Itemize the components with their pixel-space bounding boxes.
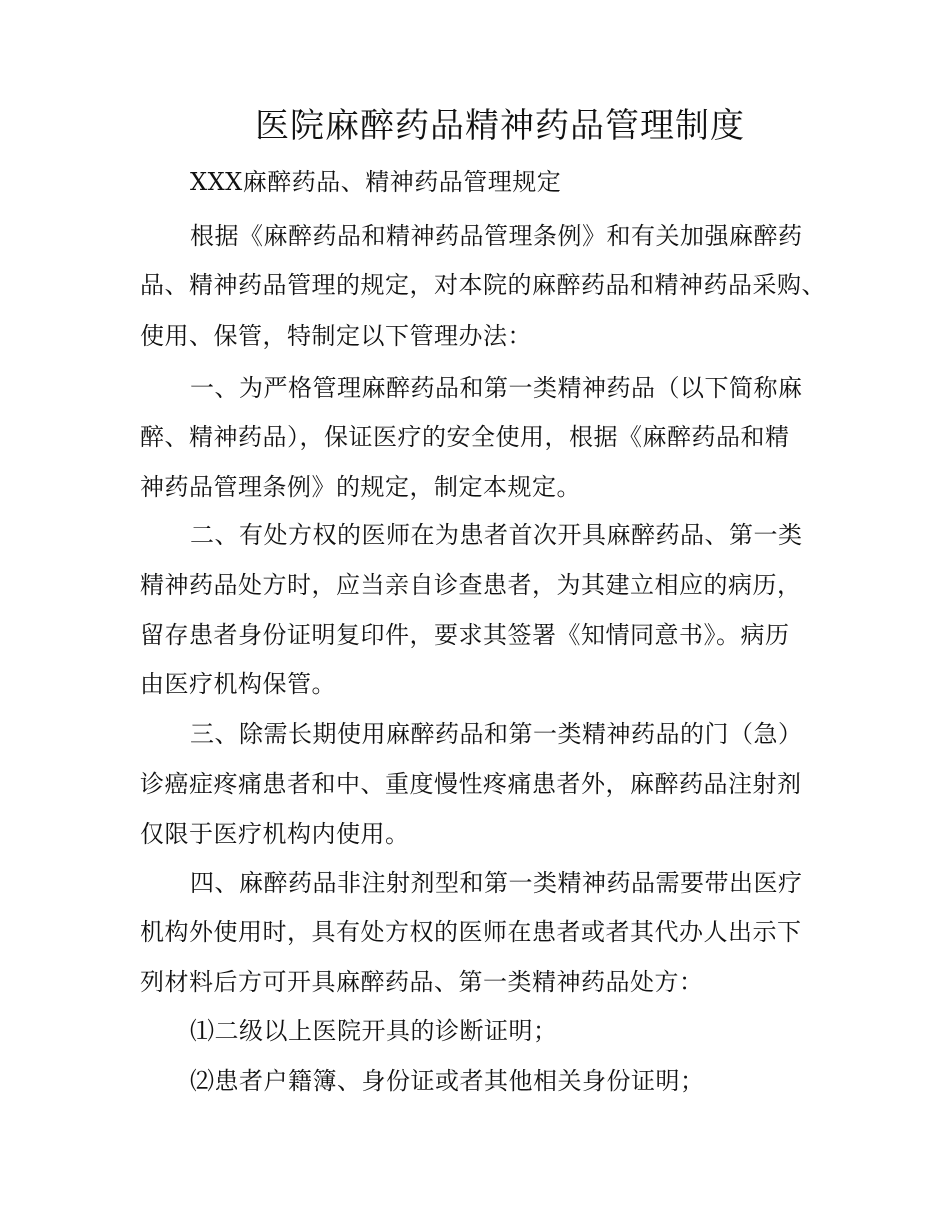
paragraph-line: 醉、精神药品），保证医疗的安全使用，根据《麻醉药品和精 (140, 423, 790, 451)
document-title: 医院麻醉药品精神药品管理制度 (255, 106, 745, 146)
paragraph-line: 列材料后方可开具麻醉药品、第一类精神药品处方： (140, 968, 704, 996)
paragraph-line: 品、精神药品管理的规定，对本院的麻醉药品和精神药品采购、 (140, 271, 826, 299)
list-item: ⑴二级以上医院开具的诊断证明； (190, 1017, 558, 1045)
paragraph-line: 神药品管理条例》的规定，制定本规定。 (140, 473, 581, 501)
paragraph-line: 仅限于医疗机构内使用。 (140, 820, 410, 848)
paragraph-line: 留存患者身份证明复印件，要求其签署《知情同意书》。病历 (140, 621, 790, 649)
paragraph-line: 使用、保管，特制定以下管理办法： (140, 322, 532, 350)
paragraph-line: 四、麻醉药品非注射剂型和第一类精神药品需要带出医疗 (190, 869, 803, 897)
paragraph-line: 机构外使用时，具有处方权的医师在患者或者其代办人出示下 (140, 918, 802, 946)
paragraph-line: 由医疗机构保管。 (140, 670, 336, 698)
paragraph-line: 三、除需长期使用麻醉药品和第一类精神药品的门（急） (190, 720, 803, 748)
paragraph-line: 二、有处方权的医师在为患者首次开具麻醉药品、第一类 (190, 521, 803, 549)
subtitle-line: XXX麻醉药品、精神药品管理规定 (190, 168, 562, 196)
paragraph-line: 诊癌症疼痛患者和中、重度慢性疼痛患者外，麻醉药品注射剂 (140, 770, 802, 798)
list-item: ⑵患者户籍簿、身份证或者其他相关身份证明； (190, 1067, 705, 1095)
paragraph-line: 根据《麻醉药品和精神药品管理条例》和有关加强麻醉药 (190, 222, 803, 250)
paragraph-line: 一、为严格管理麻醉药品和第一类精神药品（以下简称麻 (190, 374, 803, 402)
paragraph-line: 精神药品处方时，应当亲自诊查患者，为其建立相应的病历， (140, 571, 802, 599)
